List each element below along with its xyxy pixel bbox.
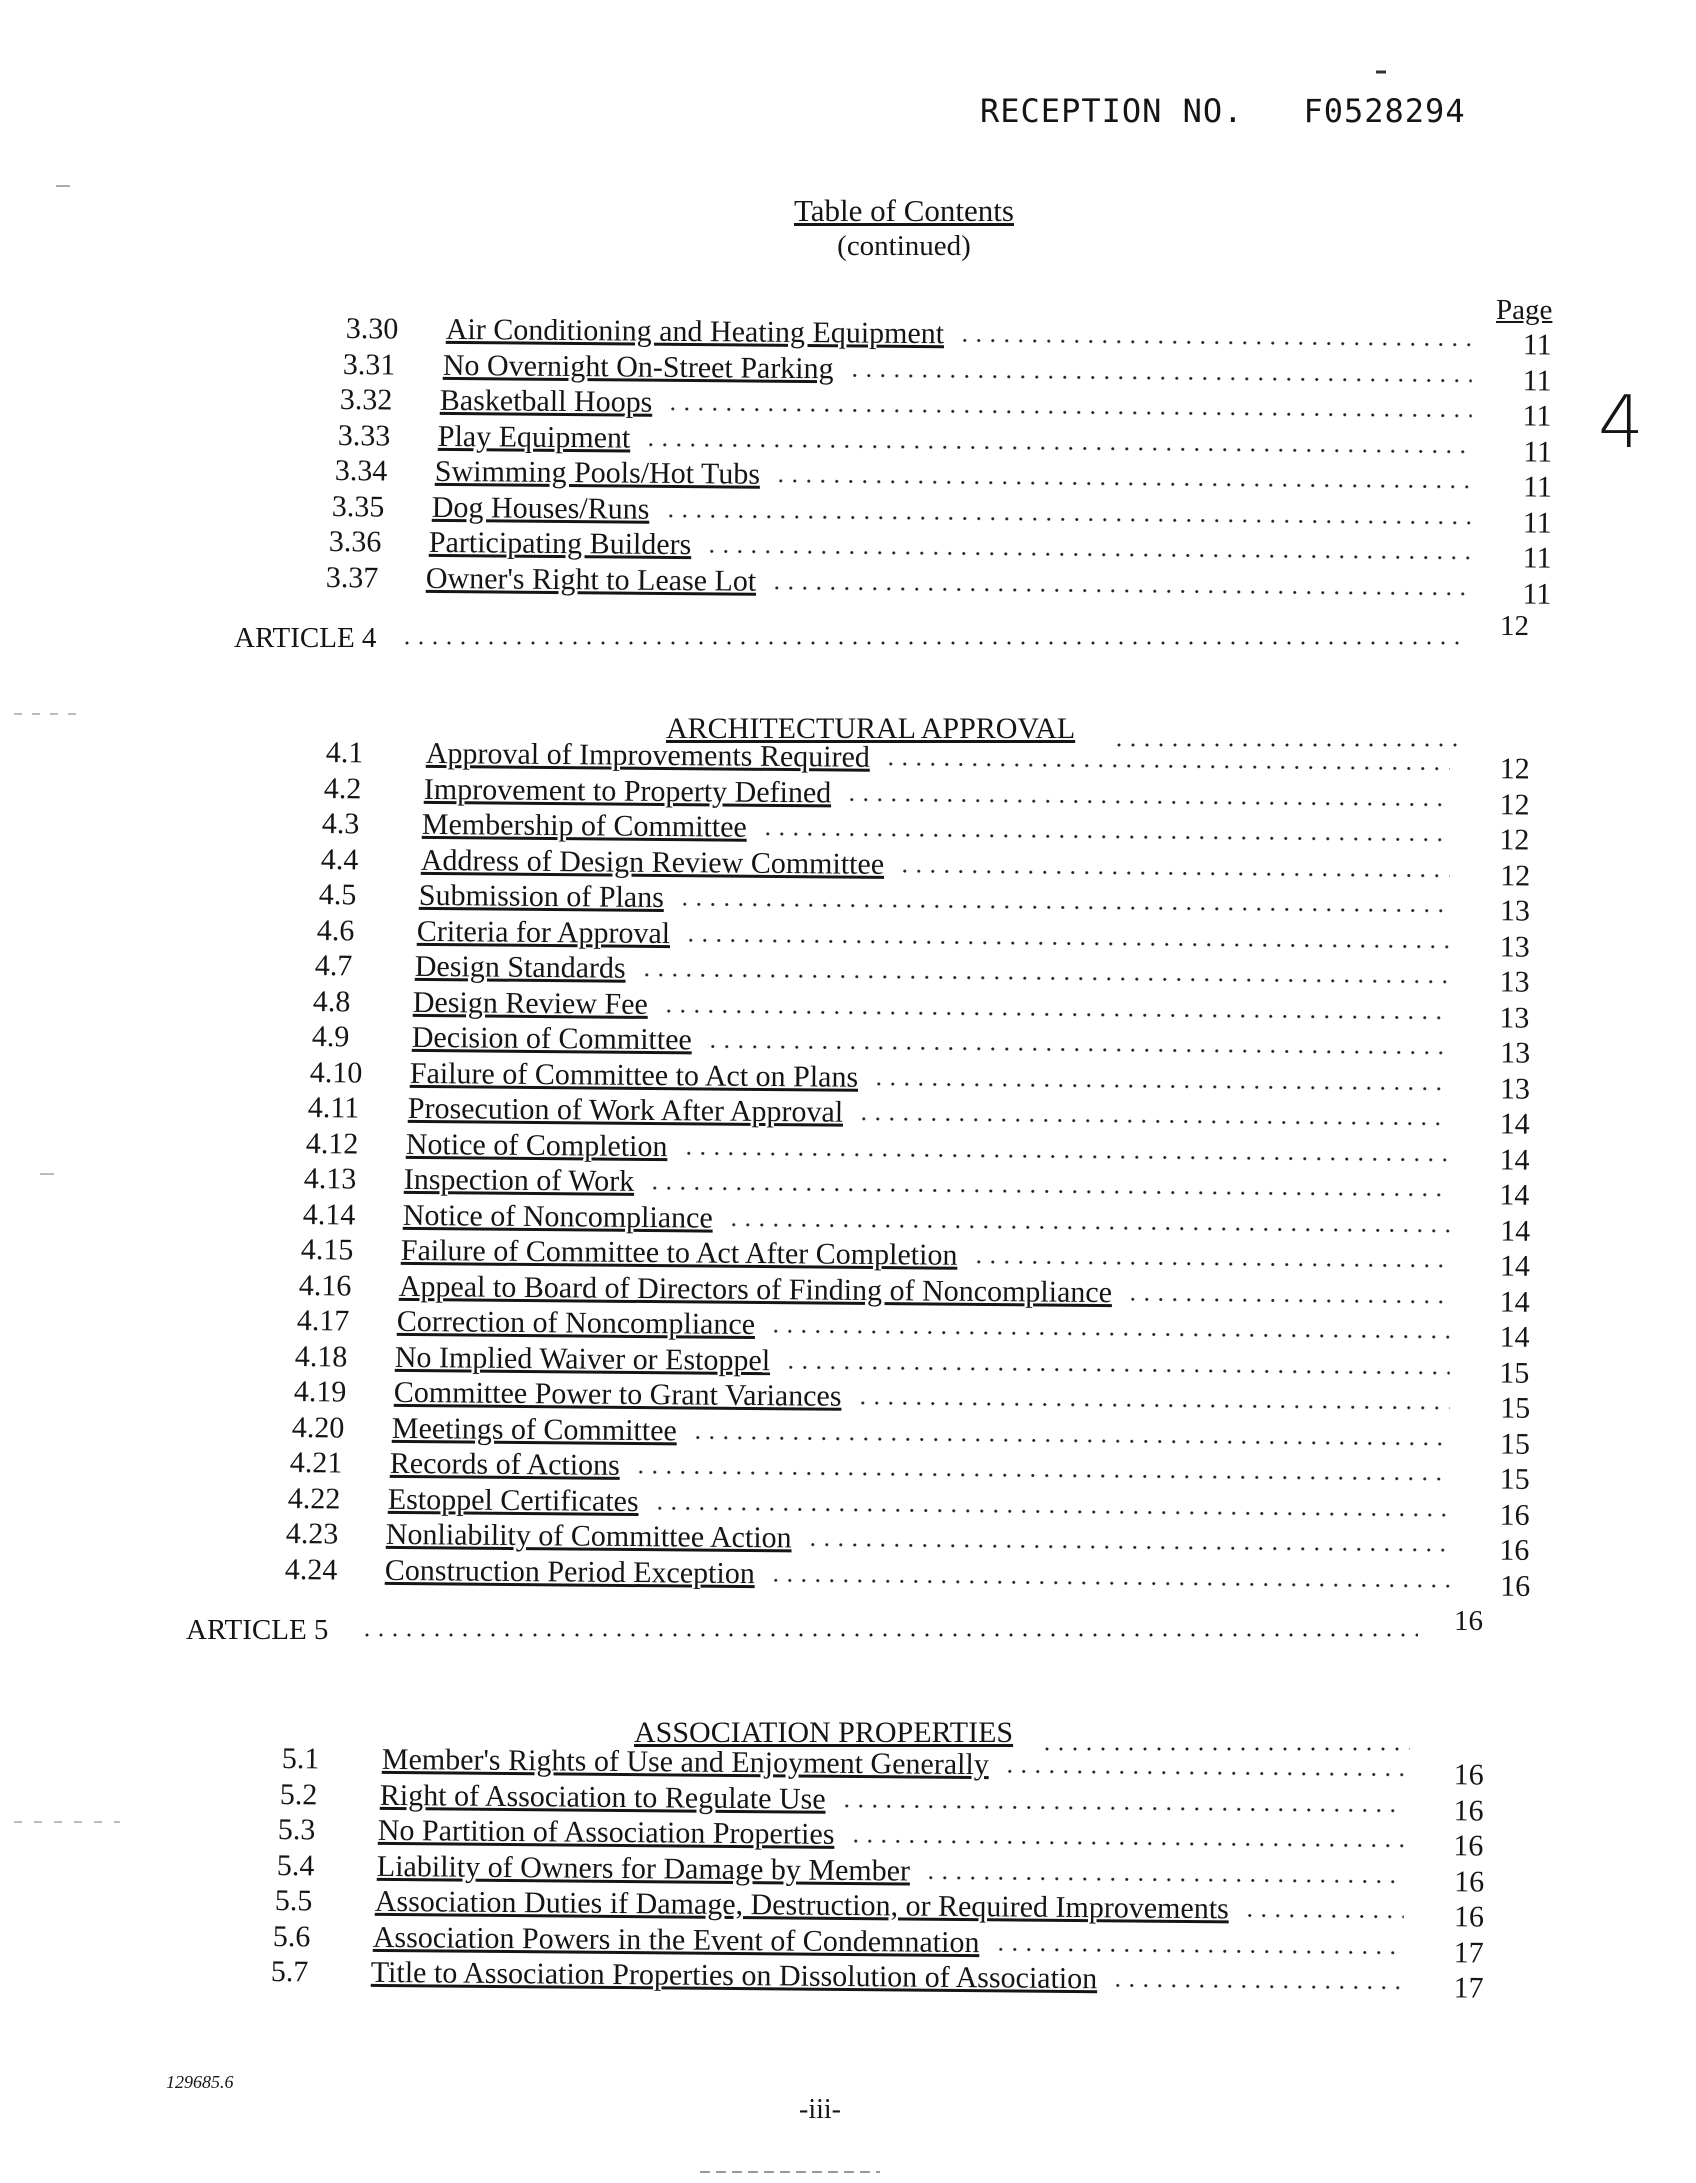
toc-entry-number: 4.3 <box>322 807 360 841</box>
toc-entry-leader <box>769 1328 1450 1340</box>
toc-entry-title: Play Equipment <box>437 419 631 455</box>
toc-entry-leader <box>691 1434 1450 1447</box>
toc-entry-number: 4.9 <box>311 1020 350 1054</box>
toc-entry-leader <box>684 937 1450 950</box>
toc-entry-number: 5.7 <box>270 1955 309 1989</box>
toc-entry-number: 4.1 <box>325 736 364 770</box>
toc-entry-page: 14 <box>1499 1107 1530 1141</box>
toc-entry-page: 13 <box>1499 1000 1530 1035</box>
toc-entry-page: 15 <box>1499 1391 1530 1425</box>
toc-entry-leader <box>678 901 1450 914</box>
toc-entry-number: 4.23 <box>286 1517 339 1551</box>
toc-entry-number: 3.37 <box>326 560 379 594</box>
toc-entry-title: Swimming Pools/Hot Tubs <box>434 454 760 491</box>
toc-entry-leader <box>1111 1982 1404 1991</box>
toc-entry-title: Correction of Noncompliance <box>396 1304 756 1341</box>
reception-number: F0528294 <box>1303 92 1466 130</box>
toc-entry-leader <box>705 1043 1449 1055</box>
toc-entry-title: Notice of Noncompliance <box>402 1198 713 1235</box>
toc-entry-number: 5.2 <box>279 1777 318 1811</box>
toc-entry-title: Title to Association Properties on Dissolution of Association <box>370 1955 1098 1996</box>
article-5-heading: ASSOCIATION PROPERTIES <box>634 1716 1014 1749</box>
toc-entry-page: 16 <box>1499 1498 1530 1532</box>
toc-entry-leader <box>872 1080 1450 1091</box>
toc-entry-title: Inspection of Work <box>404 1162 635 1198</box>
toc-entry-leader <box>972 1259 1450 1269</box>
toc-entry-leader <box>849 1838 1404 1849</box>
toc-entry-number: 3.30 <box>345 312 399 346</box>
toc-entry-title: Committee Power to Grant Variances <box>393 1375 842 1413</box>
toc-entry-page: 14 <box>1499 1320 1530 1354</box>
toc-entry-number: 4.6 <box>316 913 355 947</box>
toc-entry-page: 16 <box>1499 1569 1530 1603</box>
toc-entry-page: 13 <box>1499 894 1530 928</box>
toc-entry-page: 16 <box>1453 1864 1484 1899</box>
toc-entry-leader <box>664 512 1472 525</box>
toc-entry-leader <box>1003 1768 1404 1777</box>
toc-entry-number: 5.5 <box>274 1884 313 1918</box>
toc-entry-number: 4.19 <box>293 1375 347 1409</box>
toc-entry-title: Association Powers in the Event of Condemnation <box>372 1920 980 1959</box>
page-number: -iii- <box>799 2094 841 2125</box>
toc-entry-page: 14 <box>1499 1178 1530 1212</box>
toc-entry-number: 4.21 <box>289 1446 343 1480</box>
toc-entry-number: 3.36 <box>328 525 382 559</box>
toc-entry-leader <box>682 1150 1450 1163</box>
toc-entry-number: 4.24 <box>284 1552 338 1586</box>
toc-entry-title: Association Duties if Damage, Destruction, or Required Improvements <box>374 1884 1229 1926</box>
toc-entry-number: 4.8 <box>313 984 351 1018</box>
toc-entry-leader <box>923 1874 1403 1884</box>
toc-entry-number: 5.6 <box>272 1919 311 1953</box>
toc-entry-number: 4.7 <box>314 949 353 983</box>
toc-entry-title: Address of Design Review Committee <box>420 843 884 881</box>
toc-entry-page: 15 <box>1499 1356 1530 1390</box>
page-column-label: Page <box>1496 294 1553 326</box>
toc-entry-title: Right of Association to Regulate Use <box>379 1778 826 1816</box>
toc-entry-page: 15 <box>1499 1462 1530 1496</box>
toc-entry-title: Submission of Plans <box>418 878 664 915</box>
toc-entry-leader <box>994 1946 1404 1956</box>
toc-entry-number: 4.2 <box>323 771 362 805</box>
toc-entry-page: 16 <box>1453 1829 1484 1863</box>
toc-entry-title: Decision of Committee <box>411 1020 692 1057</box>
toc-entry-page: 12 <box>1499 752 1530 786</box>
article-4-page: 12 <box>1500 610 1529 642</box>
toc-entry-number: 4.13 <box>304 1162 357 1196</box>
toc-entry-leader <box>705 548 1472 561</box>
document-id: 129685.6 <box>166 2072 234 2092</box>
toc-entry-leader <box>653 1505 1450 1518</box>
toc-entry-title: Appeal to Board of Directors of Finding of Noncompliance <box>398 1269 1113 1309</box>
article-5-leader <box>360 1632 1418 1638</box>
toc-entry-title: Records of Actions <box>389 1446 620 1482</box>
toc-entry-title: No Overnight On-Street Parking <box>442 348 834 385</box>
toc-entry-leader <box>848 372 1472 383</box>
toc-entry-title: Membership of Committee <box>422 807 748 844</box>
toc-entry-page: 13 <box>1499 1071 1530 1106</box>
toc-entry-number: 4.18 <box>295 1339 348 1373</box>
toc-entry-leader <box>1126 1296 1450 1305</box>
toc-entry-title: No Partition of Association Properties <box>378 1813 835 1851</box>
toc-entry-number: 3.34 <box>334 454 388 488</box>
toc-entry-title: Improvement to Property Defined <box>423 772 832 809</box>
toc-entry-title: Member's Rights of Use and Enjoyment Generally <box>381 1742 989 1782</box>
toc-entry-leader <box>857 1116 1450 1127</box>
toc-entry-title: Estoppel Certificates <box>387 1482 639 1518</box>
toc-entry-page: 12 <box>1499 823 1530 857</box>
toc-entry-number: 5.4 <box>276 1848 315 1882</box>
article-5-label: ARTICLE 5 <box>186 1614 329 1646</box>
handwritten-mark: 4 <box>1598 380 1644 464</box>
toc-entry-number: 3.32 <box>340 383 393 417</box>
toc-entry-leader <box>958 337 1472 347</box>
toc-title: Table of Contents <box>794 193 1014 228</box>
toc-entry-number: 4.22 <box>287 1481 341 1515</box>
toc-subtitle: (continued) <box>837 230 971 262</box>
toc-entry-leader <box>662 1008 1450 1021</box>
toc-entry-page: 11 <box>1522 505 1552 540</box>
toc-entry-title: Participating Builders <box>428 525 692 562</box>
toc-entry-page: 16 <box>1453 1793 1484 1828</box>
toc-entry-title: Dog Houses/Runs <box>431 490 650 526</box>
toc-entry-page: 11 <box>1522 541 1552 575</box>
toc-entry-leader <box>845 796 1450 807</box>
toc-entry-page: 11 <box>1522 399 1552 433</box>
toc-entry-number: 4.20 <box>291 1410 345 1444</box>
toc-entry-title: Meetings of Committee <box>391 1411 677 1447</box>
toc-entry-number: 3.31 <box>342 347 396 381</box>
toc-entry-page: 11 <box>1522 576 1552 611</box>
toc-entry-title: Air Conditioning and Heating Equipment <box>445 312 945 351</box>
toc-entry-leader <box>855 1400 1449 1411</box>
toc-entry-leader <box>640 972 1450 985</box>
toc-entry-leader <box>761 831 1450 843</box>
toc-entry-page: 15 <box>1499 1427 1530 1461</box>
toc-entry-number: 4.11 <box>307 1091 360 1125</box>
toc-entry-page: 14 <box>1499 1249 1530 1283</box>
toc-entry-leader <box>840 1802 1404 1813</box>
toc-entry-title: Criteria for Approval <box>416 914 671 950</box>
toc-entry-leader <box>1243 1912 1404 1919</box>
toc-entry-title: No Implied Waiver or Estoppel <box>395 1340 771 1377</box>
toc-entry-title: Prosecution of Work After Approval <box>407 1091 844 1129</box>
toc-entry-leader <box>768 1577 1449 1589</box>
toc-entry-number: 4.15 <box>300 1233 354 1267</box>
toc-entry-page: 13 <box>1499 929 1530 964</box>
toc-entry-number: 5.1 <box>281 1742 320 1776</box>
toc-entry-page: 16 <box>1453 1758 1484 1792</box>
toc-entry-title: Construction Period Exception <box>384 1553 755 1590</box>
toc-entry-page: 17 <box>1453 1935 1484 1970</box>
toc-entry-number: 3.35 <box>331 489 385 523</box>
toc-entry-page: 16 <box>1499 1533 1530 1567</box>
toc-entry-leader <box>897 868 1449 879</box>
toc-entry-page: 11 <box>1522 434 1552 469</box>
toc-entry-page: 12 <box>1499 787 1530 822</box>
toc-entry-page: 14 <box>1499 1284 1530 1319</box>
article-4-heading: ARCHITECTURAL APPROVAL <box>666 712 1076 745</box>
toc-entry-title: Failure of Committee to Act on Plans <box>409 1056 859 1094</box>
toc-entry-page: 13 <box>1499 1036 1530 1070</box>
article-4-label: ARTICLE 4 <box>234 622 377 654</box>
toc-entry-page: 11 <box>1522 363 1552 398</box>
article-4-leader <box>400 640 1468 646</box>
toc-entry-page: 17 <box>1453 1971 1484 2005</box>
article-5-page: 16 <box>1454 1605 1483 1637</box>
toc-entry-title: Notice of Completion <box>405 1127 668 1163</box>
toc-entry-title: Nonliability of Committee Action <box>386 1517 793 1555</box>
toc-entry-leader <box>634 1469 1450 1482</box>
toc-entry-leader <box>666 406 1472 419</box>
reception-stamp <box>980 92 1466 130</box>
toc-entry-leader <box>784 1364 1450 1376</box>
toc-entry-page: 16 <box>1453 1900 1484 1934</box>
toc-entry-number: 4.12 <box>305 1126 359 1160</box>
toc-entry-page: 11 <box>1522 328 1552 362</box>
toc-entry-number: 4.4 <box>320 842 359 876</box>
toc-entry-leader <box>774 478 1472 490</box>
toc-entry-title: Design Standards <box>414 949 626 985</box>
toc-entry-number: 4.16 <box>298 1268 352 1302</box>
toc-entry-page: 13 <box>1499 965 1530 999</box>
toc-entry-number: 4.10 <box>309 1055 363 1089</box>
toc-entry-number: 4.17 <box>296 1304 350 1338</box>
toc-entry-leader <box>648 1185 1450 1198</box>
toc-entry-leader <box>884 761 1450 772</box>
toc-entry-page: 11 <box>1522 470 1552 504</box>
toc-entry-title: Approval of Improvements Required <box>425 736 871 774</box>
toc-entry-page: 14 <box>1499 1213 1530 1248</box>
toc-entry-title: Failure of Committee to Act After Completion <box>400 1233 958 1272</box>
toc-entry-title: Basketball Hoops <box>440 383 653 419</box>
toc-entry-leader <box>806 1542 1450 1554</box>
toc-entry-page: 14 <box>1499 1142 1530 1177</box>
toc-entry-number: 5.3 <box>278 1813 316 1847</box>
toc-entry-leader <box>770 584 1472 596</box>
toc-entry-page: 12 <box>1499 858 1530 893</box>
reception-label: RECEPTION NO. <box>980 92 1244 130</box>
toc-entry-title: Design Review Fee <box>413 985 649 1021</box>
toc-entry-title: Liability of Owners for Damage by Member <box>376 1849 910 1888</box>
toc-entry-leader <box>643 441 1471 454</box>
toc-entry-number: 3.33 <box>337 418 391 452</box>
toc-entry-number: 4.14 <box>302 1197 356 1231</box>
toc-entry-leader <box>726 1221 1449 1233</box>
toc-entry-number: 4.5 <box>318 878 357 912</box>
toc-entry-title: Owner's Right to Lease Lot <box>426 561 757 598</box>
